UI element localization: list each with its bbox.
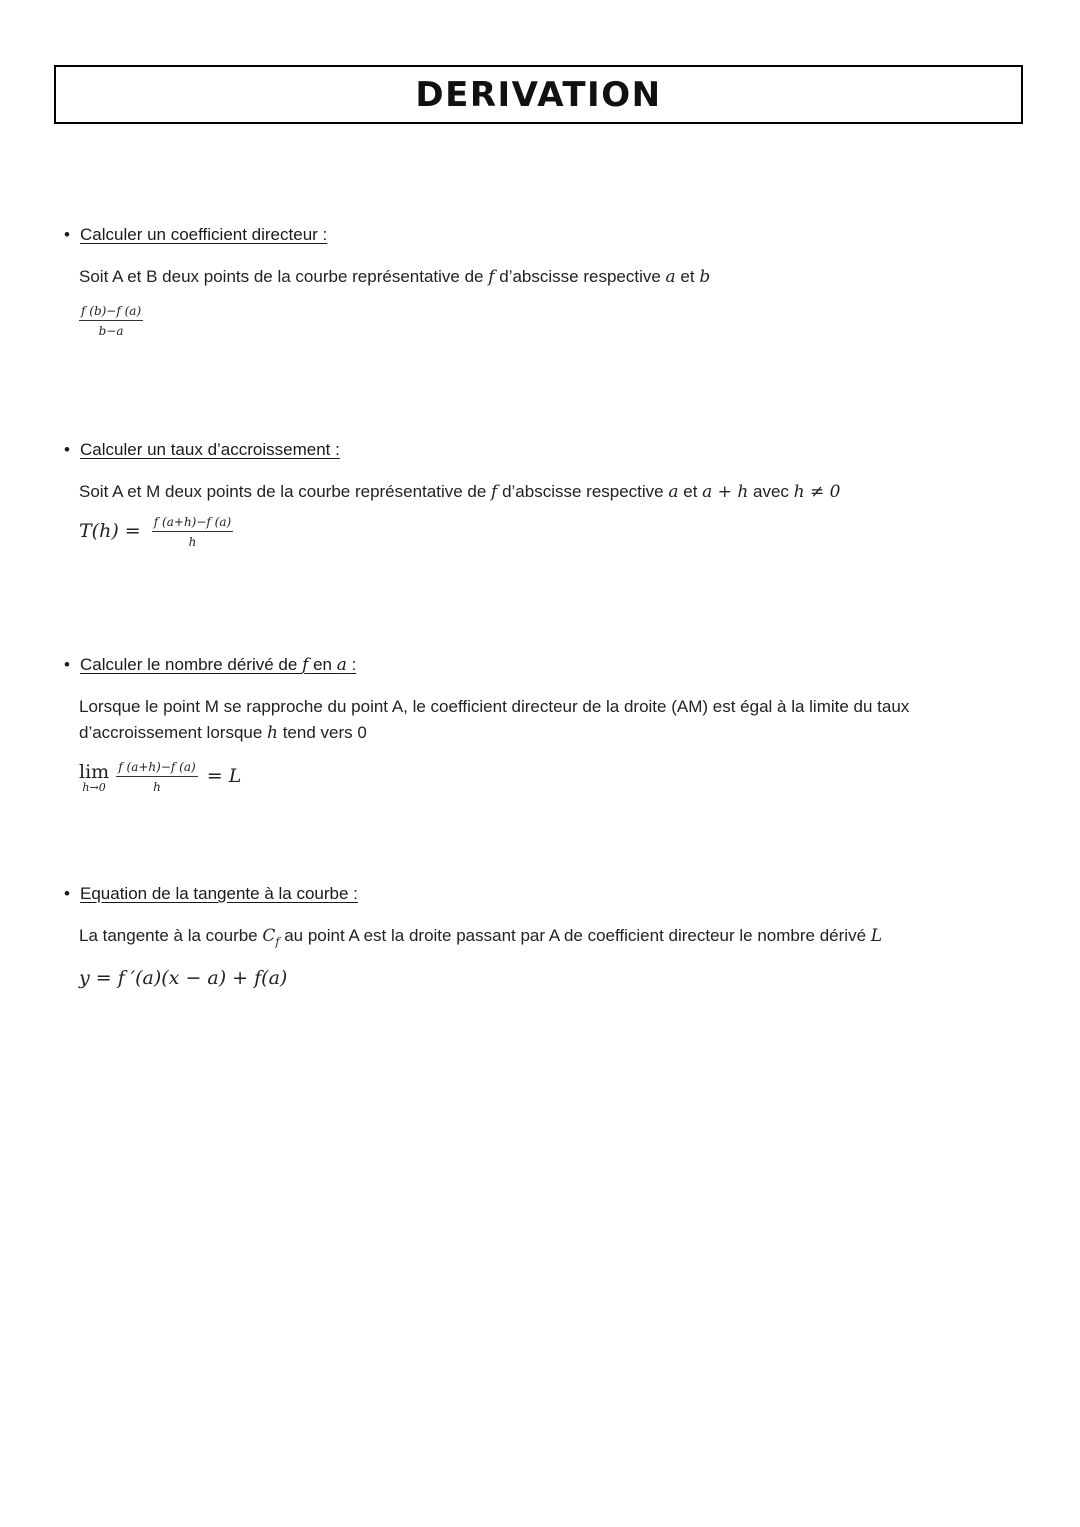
- section-paragraph: La tangente à la courbe $C_f$ au point A est la droite passant par A de coefficient directeur le nombre dérivé L: [79, 926, 883, 949]
- fraction-denominator: h: [188, 535, 197, 549]
- fraction-numerator: f (a+h)−f (a): [152, 515, 233, 532]
- formula-tangente: [79, 967, 994, 989]
- limit-subscript: h→0: [82, 780, 106, 794]
- title-box: [54, 65, 1023, 124]
- tangent-equation: y = f ′(a)(x − a) + f(a): [79, 967, 288, 990]
- section-taux-accroissement: [64, 439, 994, 550]
- section-heading: [64, 654, 994, 676]
- fraction: [152, 515, 233, 550]
- section-paragraph: Soit A et B deux points de la courbe représentative de f d’abscisse respective a et b: [79, 267, 711, 287]
- bullet: •: [64, 225, 70, 244]
- formula-limite: [79, 760, 994, 795]
- section-nombre-derive: [64, 654, 994, 795]
- page-title: DERIVATION: [415, 74, 662, 115]
- fraction: [116, 760, 197, 795]
- heading-text: Equation de la tangente à la courbe :: [80, 884, 358, 903]
- section-heading: [64, 883, 994, 905]
- fraction-numerator: f (b)−f (a): [79, 304, 143, 321]
- limit-word: lim: [79, 760, 110, 783]
- bullet: •: [64, 440, 70, 459]
- formula-taux: [79, 515, 994, 550]
- formula-lhs: T(h) =: [79, 520, 141, 542]
- section-coefficient-directeur: [64, 224, 994, 339]
- fraction-denominator: h: [153, 780, 161, 794]
- section-paragraph: Lorsque le point M se rapproche du point A, le coefficient directeur de la droite (AM) est égal à la limite du taux d’accroissement lorsque h tend vers 0: [79, 697, 910, 743]
- fraction-denominator: b−a: [98, 324, 124, 338]
- formula-rhs: = L: [206, 765, 242, 787]
- section-heading: [64, 224, 994, 246]
- limit-operator: [79, 762, 109, 794]
- section-paragraph: Soit A et M deux points de la courbe représentative de f d’abscisse respective a et a + h avec h ≠ 0: [79, 482, 841, 502]
- formula-coefficient: [79, 304, 994, 339]
- section-heading: [64, 439, 994, 461]
- heading-text: Calculer le nombre dérivé de f en a :: [80, 655, 357, 675]
- bullet: •: [64, 655, 70, 674]
- section-equation-tangente: [64, 883, 994, 989]
- heading-text: Calculer un taux d’accroissement :: [80, 440, 340, 459]
- heading-text: Calculer un coefficient directeur :: [80, 225, 328, 244]
- fraction-numerator: f (a+h)−f (a): [116, 760, 197, 777]
- bullet: •: [64, 884, 70, 903]
- fraction: [79, 304, 143, 339]
